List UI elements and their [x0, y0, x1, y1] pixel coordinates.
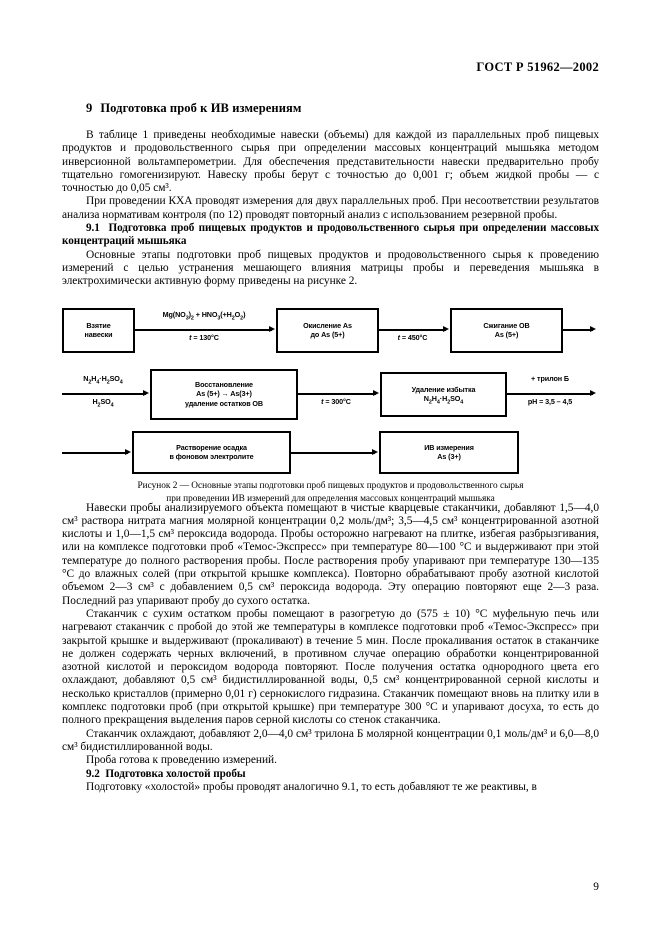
paragraph-cooling-trilon: Стаканчик охлаждают, добавляют 2,0—4,0 см³ трилона Б молярной концентрации 0,1 моль/дм³ и 6,0—8,0 см³ бидистиллированной воды. [62, 727, 599, 753]
figure-2-caption [62, 480, 599, 506]
arrow-1-line [135, 329, 272, 331]
flow-box-reduction-line3: удаление остатков ОВ [184, 398, 264, 408]
arrow-3-label-reagent-top: $N_2H_4\cdot H_2SO_4$ [83, 373, 123, 385]
arrow-2-head [443, 326, 449, 332]
arrow-5-line [507, 393, 593, 395]
paragraph-blank-sample: Подготовку «холостой» пробы проводят аналогично 9.1, то есть добавляют те же реактивы, в [86, 780, 537, 793]
flow-box-burning-organics [450, 308, 563, 353]
flow-box-excess-removal-line1: Удаление избытка [411, 384, 476, 394]
subsection-9-2-number: 9.2 [86, 767, 100, 780]
flow-box-iv-measurement-line1: ИВ измерения [424, 442, 474, 452]
flow-box-weighing [62, 308, 135, 353]
figure-2-caption-line2: при проведении ИВ измерений для определения массовых концентраций мышьяка [166, 493, 495, 504]
paragraph-sample-ready: Проба готова к проведению измерений. [86, 754, 277, 767]
flow-box-oxidation [276, 308, 379, 353]
arrow-3-label-reagent-bottom: $H_2SO_4$ [92, 396, 114, 408]
arrow-4-label-temperature: t = 300°C [321, 396, 351, 406]
paragraph-sample-weights-procedure: Навески пробы анализируемого объекта помещают в чистые кварцевые стаканчики, добавляют 1,5—4,0 см³ раствора нитрата магния молярной концентрации 0,2 моль/дм³; 3,5—4,5 см³ концентрированной азотной кислоты и 1,0—1,5 см³ пероксида водорода. Пробы осторожно нагревают на плитке, избегая разбрызгивания, или на комплексе подготовки проб «Темос-Экспресс» при температуре 80—100 °С и выдерживают при этой температуре до полного растворения пробы. После растворения пробу упаривают при температуре 130—135 °С до влажных солей (при открытой крышке комплекса). Повторно обрабатывают пробу азотной кислотой объемом 2—3 см³ с добавлением 0,5 см³ пероксида водорода. Эту операцию повторяют еще 2—3 раза. Последний раз упаривают пробу до сухого остатка. [62, 501, 599, 607]
arrow-1-label-reagent: $Mg(NO_3)_2 + HNO_3(+H_2O_2)$ [162, 309, 246, 321]
flow-box-burning-line2: As (5+) [494, 330, 519, 340]
flow-box-weighing-line2: навески [84, 330, 113, 340]
arrow-row1-exit-line [563, 329, 593, 331]
subsection-9-1-number: 9.1 [86, 222, 100, 235]
flow-box-excess-removal [380, 372, 507, 417]
arrow-1-head [269, 326, 275, 332]
flow-box-reduction-line1: Восстановление [195, 380, 253, 390]
page-content: ГОСТ Р 51962—2002 9 Подготовка проб к ИВ измерениям В таблице 1 приведены необходимые навески (объемы) для каждой из параллельных проб пищевых продуктов и продовольственного сырья при определении массовых концентраций мышьяка методом инверсионной вольтамперометрии. Для обеспечения представительности навески предварительно пробу тщательно гомогенизируют. Навеску пробы берут с точностью до 0,001 г; объем жидкой пробы — с точностью до 0,05 см³. При проведении КХА проводят измерения для двух параллельных проб. При несоответствии результатов анализа нормативам контроля (по 12) проводят повторный анализ с использованием резервной пробы. 9.1 Подготовка проб пищевых продуктов и продовольственного сырья при определении массовых концентраций мышьяка Основные этапы подготовки проб пищевых продуктов и продовольственного сырья к проведению измерений с целью устранения мешающего влияния матрицы пробы и переведения мышьяка в электрохимически активную форму приведены на рисунке 2. Взятие навески $Mg(NO_3)_2 + HNO_3(+H_2O_2)$ t = 130°C Окисление As до As (5+) t = 450°C Сжигание ОВ As (5+) $N_2H_4\cdot H_2SO_4$ $H_2SO_4$ Восстановление As (5+) → As(3+) удаление остатков ОВ t = 300°C Удаление избытка $N_2H_4\cdot H_2SO_4$ + трилон Б pH = 3,5 – 4,5 Растворение осадка в фоновом электролите ИВ измерения As (3+) Рисунок 2 — Основные этапы подготовки проб пищевых продуктов и продовольственного сырья при проведении ИВ измерений для определения массовых концентраций мышьяка Навески пробы анализируемого объекта помещают в чистые кварцевые стаканчики, добавляют 1,5—4,0 см³ раствора нитрата магния молярной концентрации 0,2 моль/дм³; 3,5—4,5 см³ концентрированной азотной кислоты и 1,0—1,5 см³ пероксида водорода. Пробы осторожно нагревают на плитке, избегая разбрызгивания, или на комплексе подготовки проб «Темос-Экспресс» при температуре 80—100 °С и выдерживают при этой температуре до полного растворения пробы. После растворения пробу упаривают при температуре 130—135 °С до влажных солей (при открытой крышке комплекса). Повторно обрабатывают пробу азотной кислотой объемом 2—3 см³ с добавлением 0,5 см³ пероксида водорода. Эту операцию повторяют еще 2—3 раза. Последний раз упаривают пробу до сухого остатка. Стаканчик с сухим остатком пробы помещают в разогретую до (575 ± 10) °С муфельную печь или нагревают стаканчик с пробой до этой же температуры в комплексе подготовки проб «Темос-Экспресс» при закрытой крышке и выдерживают (прокаливают) в течение 5 мин. После прокаливания остаток в стаканчике не должен содержать черных включений, в противном случае операцию обработки концентрированной азотной кислотой и пероксидом водорода повторяют. После получения остатка однородного цвета его охлаждают, добавляют 0,5 см³ бидистиллированной воды, 0,5 см³ концентрированной серной кислоты и несколько кристаллов (примерно 0,01 г) сернокислого гидразина. Стаканчик помещают вновь на плитку или в комплекс подготовки проб (при открытой крышке) при температуре 300 °С и упаривают досуха, то есть до полного прекращения выделения паров серной кислоты со стенок стаканчика. Стаканчик охлаждают, добавляют 2,0—4,0 см³ трилона Б молярной концентрации 0,1 моль/дм³ и 6,0—8,0 см³ бидистиллированной воды. Проба готова к проведению измерений. 9.2 Подготовка холостой пробы Подготовку «холостой» пробы проводят аналогично 9.1, то есть добавляют те же реактивы, в 9 [62, 60, 599, 893]
flow-box-iv-measurement [379, 431, 519, 474]
arrow-2-line [379, 329, 446, 331]
arrow-1-label-temperature: t = 130°C [189, 332, 219, 342]
arrow-2-label-temperature: t = 450°C [397, 332, 428, 342]
figure-2-caption-line1: Рисунок 2 — Основные этапы подготовки проб пищевых продуктов и продовольственного сырья [137, 480, 524, 491]
arrow-4-head [373, 390, 379, 396]
flowchart-diagram [62, 300, 599, 475]
paragraph-kha-parallel-samples: При проведении КХА проводят измерения для двух параллельных проб. При несоответствии результатов анализа нормативам контроля (по 12) проводят повторный анализ с использованием резервной пробы. [62, 195, 599, 221]
paragraph-intro-table1: В таблице 1 приведены необходимые навески (объемы) для каждой из параллельных проб пищевых продуктов и продовольственного сырья при определении массовых концентраций мышьяка методом инверсионной вольтамперометрии. Для обеспечения представительности навески предварительно пробу тщательно гомогенизируют. Навеску пробы берут с точностью до 0,001 г; объем жидкой пробы — с точностью до 0,05 см³. [62, 129, 599, 195]
arrow-5-head [590, 390, 596, 396]
flow-box-excess-removal-line2: $N_2H_4\cdot H_2SO_4$ [423, 394, 464, 406]
subsection-heading-9-1 [62, 222, 599, 249]
paragraph-muffle-furnace-procedure: Стаканчик с сухим остатком пробы помещают в разогретую до (575 ± 10) °С муфельную печь или нагревают стаканчик с пробой до этой же температуры в комплексе подготовки проб «Темос-Экспресс» при закрытой крышке и выдерживают (прокаливают) в течение 5 мин. После прокаливания остаток в стаканчике не должен содержать черных включений, в противном случае операцию обработки концентрированной азотной кислотой и пероксидом водорода повторяют. После получения остатка однородного цвета его охлаждают, добавляют 0,5 см³ бидистиллированной воды, 0,5 см³ концентрированной серной кислоты и несколько кристаллов (примерно 0,01 г) сернокислого гидразина. Стаканчик помещают вновь на плитку или в комплекс подготовки проб (при открытой крышке) при температуре 300 °С и упаривают досуха, то есть до полного прекращения выделения паров серной кислоты со стенок стаканчика. [62, 607, 599, 727]
arrow-5-label-ph: pH = 3,5 – 4,5 [527, 396, 573, 406]
flow-box-dissolving-sediment [132, 431, 291, 474]
page-header-standard-number: ГОСТ Р 51962—2002 [476, 60, 599, 74]
section-number: 9 [86, 101, 93, 115]
arrow-3-head [143, 390, 149, 396]
arrow-3-line [62, 393, 146, 395]
arrow-5-label-trilon: + трилон Б [531, 373, 569, 383]
flow-box-reduction-line2: As (5+) → As(3+) [196, 389, 252, 399]
arrow-6-head [125, 449, 131, 455]
arrow-row1-exit-head [590, 326, 596, 332]
subsection-9-2-title: Подготовка холостой пробы [105, 767, 246, 780]
arrow-4-line [298, 393, 376, 395]
section-title-text: Подготовка проб к ИВ измерениям [100, 101, 302, 115]
subsection-9-1-title: Подготовка проб пищевых продуктов и продовольственного сырья при определении массовых концентраций мышьяка [62, 222, 599, 248]
flow-box-dissolving-line1: Растворение осадка [176, 442, 247, 452]
flow-box-oxidation-line1: Окисление As [303, 320, 352, 330]
figure-2-container [62, 300, 599, 504]
flow-box-weighing-line1: Взятие [86, 320, 111, 330]
flow-box-oxidation-line2: до As (5+) [310, 330, 345, 340]
arrow-6-line [62, 452, 128, 454]
flow-box-dissolving-line2: в фоновом электролите [169, 452, 254, 462]
arrow-7-head [372, 449, 378, 455]
flow-box-burning-line1: Сжигание ОВ [483, 320, 530, 330]
section-heading-9 [62, 101, 599, 116]
subsection-heading-9-2 [62, 768, 599, 781]
paragraph-main-stages: Основные этапы подготовки проб пищевых продуктов и продовольственного сырья к проведению измерений с целью устранения мешающего влияния матрицы пробы и переведения мышьяка в электрохимически активную форму приведены на рисунке 2. [62, 248, 599, 288]
flow-box-reduction [150, 369, 298, 420]
arrow-7-line [291, 452, 375, 454]
flow-box-iv-measurement-line2: As (3+) [437, 452, 461, 462]
